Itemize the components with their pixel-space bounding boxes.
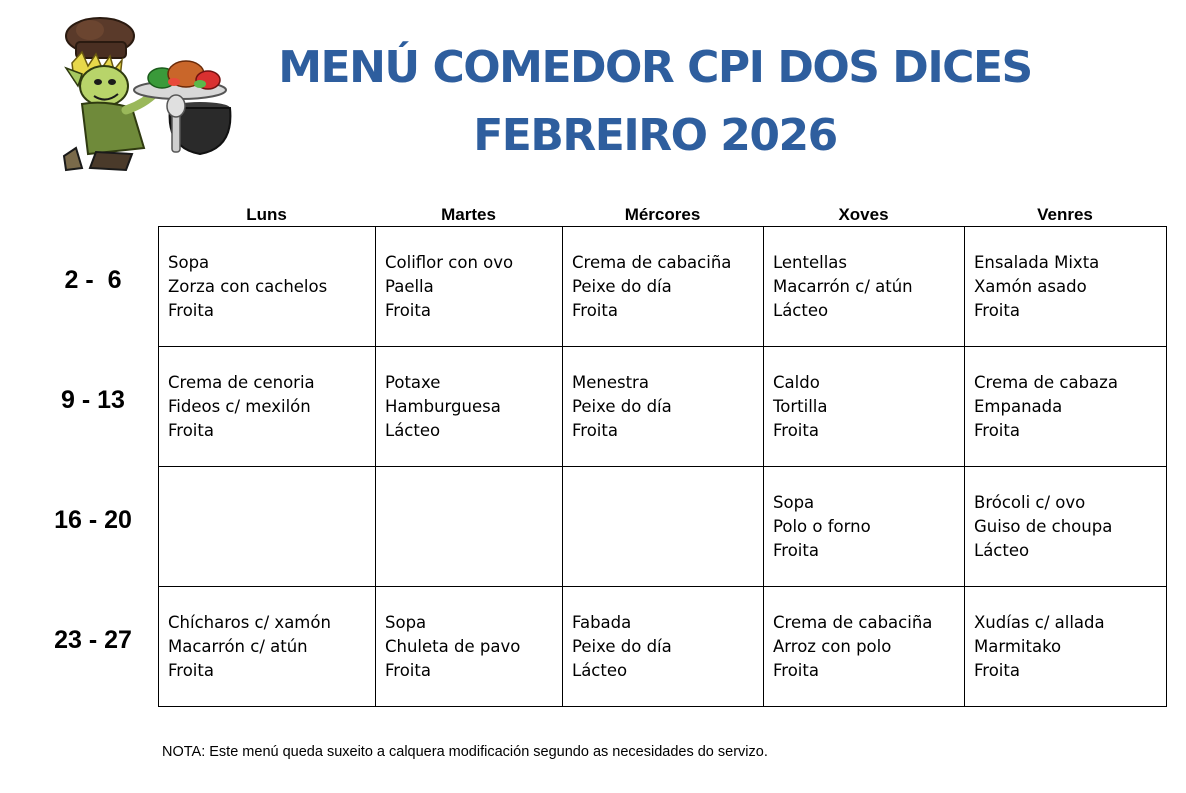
- dish: Chícharos c/ xamón: [168, 612, 331, 632]
- week-row: [159, 587, 1167, 707]
- dish: Fideos c/ mexilón: [168, 396, 311, 416]
- menu-cell-empty: [159, 467, 376, 587]
- dish: Crema de cenoria: [168, 372, 315, 392]
- dish: Crema de cabaza: [974, 372, 1118, 392]
- dish: Paella: [385, 276, 434, 296]
- dish: Lácteo: [385, 420, 441, 440]
- dish: Froita: [572, 300, 618, 320]
- week-label: 23 - 27: [54, 626, 132, 654]
- dish: Lácteo: [974, 540, 1030, 560]
- goblin-chef-mascot-icon: [52, 8, 232, 178]
- menu-cell: [159, 587, 376, 707]
- menu-cell: [965, 587, 1167, 707]
- dish: Ensalada Mixta: [974, 252, 1100, 272]
- menu-grid: [158, 226, 1167, 707]
- dish: Arroz con polo: [773, 636, 892, 656]
- dish: Lentellas: [773, 252, 848, 272]
- week-row: [159, 227, 1167, 347]
- menu-cell: [965, 467, 1167, 587]
- dish: Lácteo: [572, 660, 628, 680]
- dish: Peixe do día: [572, 396, 672, 416]
- menu-cell: [764, 467, 965, 587]
- menu-cell-empty: [563, 467, 764, 587]
- dish: Froita: [168, 300, 214, 320]
- menu-cell: [376, 227, 563, 347]
- dish: Froita: [385, 300, 431, 320]
- dish: Xudías c/ allada: [974, 612, 1105, 632]
- dish: Peixe do día: [572, 276, 672, 296]
- dish: Froita: [168, 660, 214, 680]
- footer-note: NOTA: Este menú queda suxeito a calquera modificación segundo as necesidades do servizo.: [162, 744, 768, 760]
- dish: Froita: [168, 420, 214, 440]
- menu-cell: [965, 227, 1167, 347]
- dish: Crema de cabaciña: [572, 252, 732, 272]
- dish: Guiso de choupa: [974, 516, 1113, 536]
- dish: Empanada: [974, 396, 1063, 416]
- dish: Froita: [773, 420, 819, 440]
- dish: Hamburguesa: [385, 396, 501, 416]
- dish: Menestra: [572, 372, 649, 392]
- menu-cell: [159, 227, 376, 347]
- day-header-luns: Luns: [246, 205, 287, 224]
- menu-cell: [376, 587, 563, 707]
- dish: Froita: [974, 660, 1020, 680]
- dish: Froita: [773, 540, 819, 560]
- menu-cell: [764, 587, 965, 707]
- dish: Caldo: [773, 372, 820, 392]
- menu-cell: [764, 347, 965, 467]
- day-header-venres: Venres: [1037, 205, 1093, 224]
- dish: Coliflor con ovo: [385, 252, 514, 272]
- day-header-mercores: Mércores: [624, 205, 701, 224]
- menu-cell: [764, 227, 965, 347]
- dish: Froita: [974, 300, 1020, 320]
- dish: Brócoli c/ ovo: [974, 492, 1086, 512]
- dish: Sopa: [773, 492, 815, 512]
- dish: Sopa: [385, 612, 427, 632]
- menu-cell: [376, 347, 563, 467]
- week-row: [159, 467, 1167, 587]
- dish: Macarrón c/ atún: [168, 636, 308, 656]
- dish: Chuleta de pavo: [385, 636, 521, 656]
- dish: Potaxe: [385, 372, 441, 392]
- week-label: 2 - 6: [64, 266, 122, 294]
- dish: Marmitako: [974, 636, 1062, 656]
- page-subtitle: FEBREIRO 2026: [473, 110, 837, 161]
- dish: Tortilla: [773, 396, 828, 416]
- dish: Crema de cabaciña: [773, 612, 933, 632]
- dish: Polo o forno: [773, 516, 871, 536]
- menu-cell: [159, 347, 376, 467]
- dish: Zorza con cachelos: [168, 276, 328, 296]
- dish: Froita: [773, 660, 819, 680]
- menu-cell: [563, 347, 764, 467]
- dish: Lácteo: [773, 300, 829, 320]
- week-row: [159, 347, 1167, 467]
- dish: Sopa: [168, 252, 210, 272]
- dish: Xamón asado: [974, 276, 1087, 296]
- dish: Froita: [974, 420, 1020, 440]
- page-title: MENÚ COMEDOR CPI DOS DICES: [278, 42, 1032, 93]
- menu-cell: [563, 227, 764, 347]
- dish: Macarrón c/ atún: [773, 276, 913, 296]
- dish: Fabada: [572, 612, 632, 632]
- week-label: 9 - 13: [61, 386, 125, 414]
- dish: Froita: [385, 660, 431, 680]
- dish: Froita: [572, 420, 618, 440]
- menu-cell-empty: [376, 467, 563, 587]
- day-header-martes: Martes: [441, 205, 496, 224]
- day-header-xoves: Xoves: [838, 205, 889, 224]
- week-label: 16 - 20: [54, 506, 132, 534]
- dish: Peixe do día: [572, 636, 672, 656]
- menu-cell: [965, 347, 1167, 467]
- menu-cell: [563, 587, 764, 707]
